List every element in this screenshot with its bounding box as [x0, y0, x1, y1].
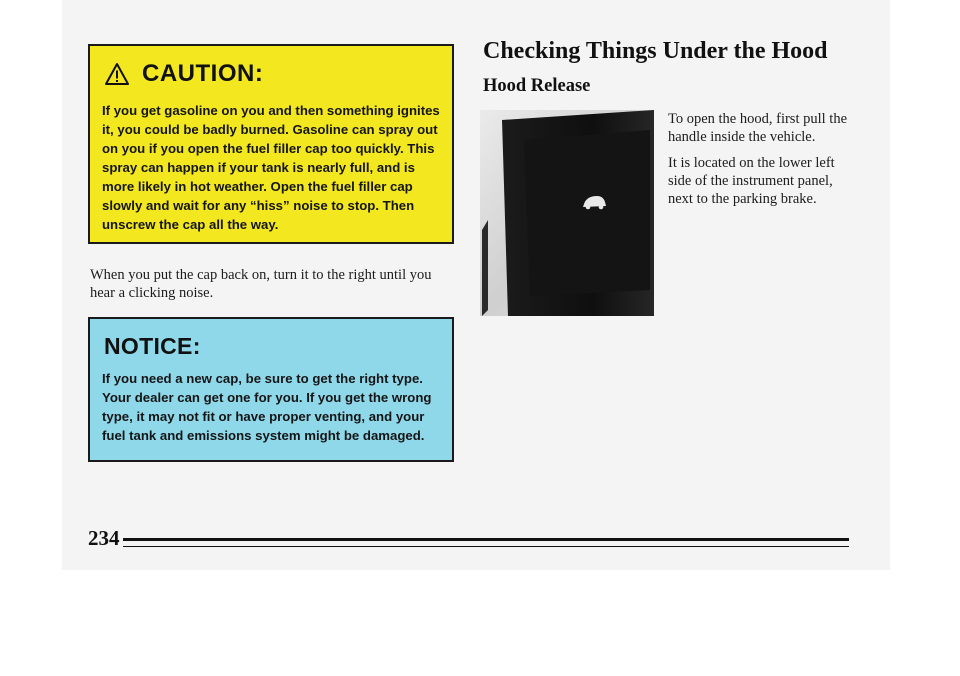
- page-number: 234: [88, 526, 120, 550]
- notice-heading: NOTICE:: [104, 333, 201, 359]
- caution-heading: CAUTION:: [142, 60, 264, 87]
- hood-paragraph-1: To open the hood, first pull the handle inside the vehicle.: [668, 111, 847, 145]
- notice-text: If you need a new cap, be sure to get the right type. Your dealer can get one for you. If you get the wrong type, it may not fit or have proper venting, and your fuel tank and emissions system might be damaged.: [102, 371, 432, 443]
- footer-rule-thick: [123, 538, 849, 541]
- section-title: Checking Things Under the Hood: [483, 38, 828, 64]
- notice-box: [88, 317, 454, 462]
- caution-box: [88, 44, 454, 244]
- caution-title: [104, 60, 263, 88]
- caution-text: If you get gasoline on you and then something ignites it, you could be badly burned. Gasoline can spray out on you if you open the fuel filler cap too quickly. This spray can happen if your tank is nearly full, and is more likely in hot weather. Open the fuel filler cap slowly and wait for any “hiss” noise to stop. Then unscrew the cap all the way.: [102, 103, 440, 232]
- section-subtitle: Hood Release: [483, 76, 591, 96]
- hood-release-photo: [480, 110, 654, 316]
- cap-instruction-text: When you put the cap back on, turn it to the right until you hear a clicking noise.: [90, 267, 432, 301]
- hood-paragraph-2: It is located on the lower left side of the instrument panel, next to the parking brake.: [668, 155, 835, 207]
- footer-rule-thin: [123, 546, 849, 547]
- warning-triangle-icon: [104, 62, 130, 86]
- hood-release-text: [668, 110, 848, 216]
